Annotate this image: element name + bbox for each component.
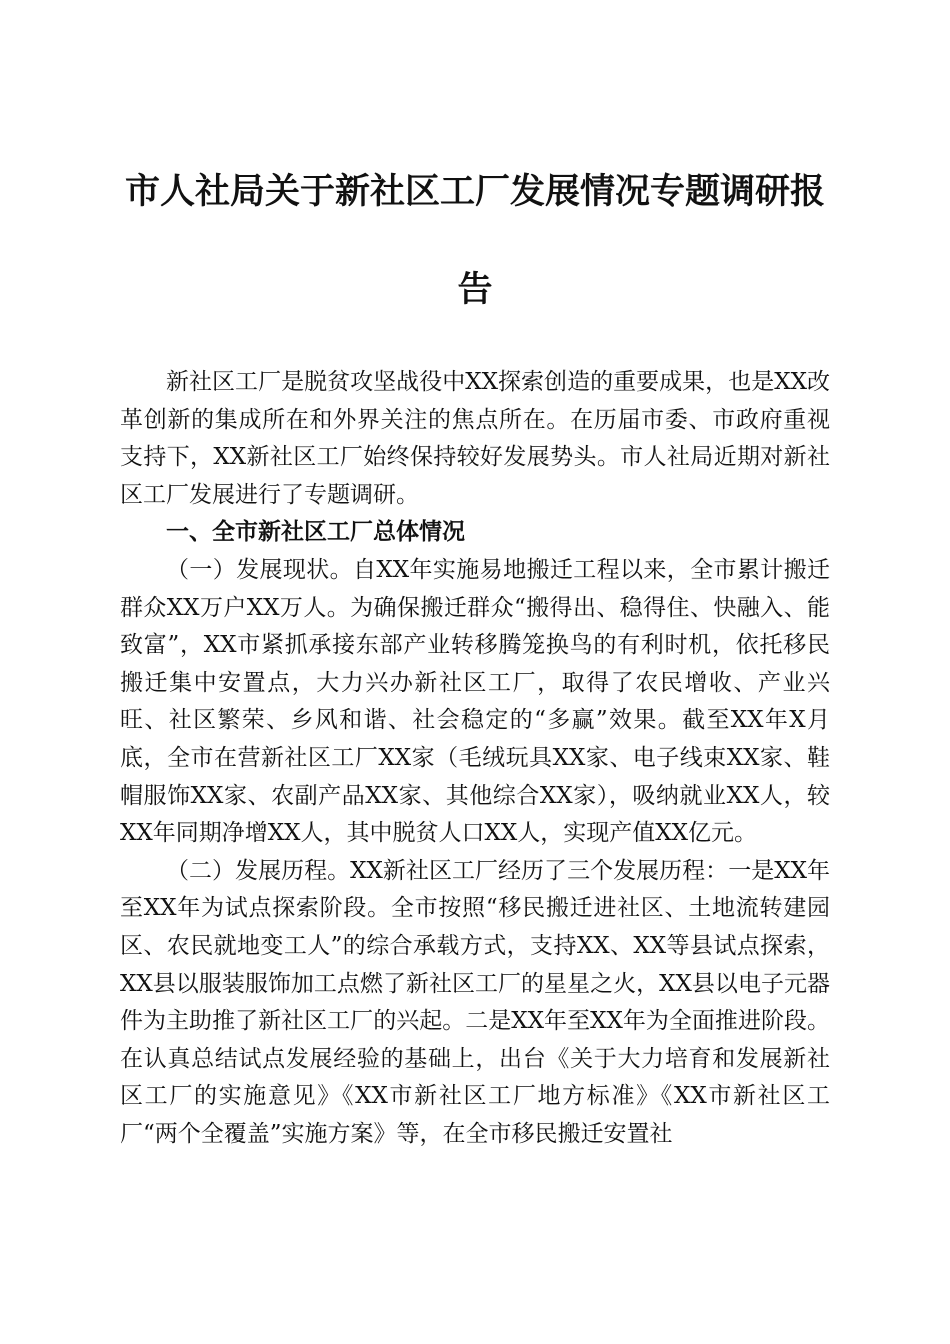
intro-paragraph: 新社区工厂是脱贫攻坚战役中XX探索创造的重要成果，也是XX改革创新的集成所在和外界关注的焦点所在。在历届市委、市政府重视支持下，XX新社区工厂始终保持较好发展势头。市人社局近期对新社区工厂发展进行了专题调研。 <box>120 369 830 508</box>
section-heading: 一、全市新社区工厂总体情况 <box>166 519 465 546</box>
document-title-line-1: 市人社局关于新社区工厂发展情况专题调研报 <box>124 171 825 212</box>
development-history-paragraph: （二）发展历程。XX新社区工厂经历了三个发展历程：一是XX年至XX年为试点探索阶段。全市按照“移民搬迁进社区、土地流转建园区、农民就地变工人”的综合承载方式，支持XX、XX等县试点探索，XX县以服装服饰加工点燃了新社区工厂的星星之火，XX县以电子元器件为主助推了新社区工厂的兴起。二是XX年至XX年为全面推进阶段。在认真总结试点发展经验的基础上，出台《关于大力培育和发展新社区工厂的实施意见》《XX市新社区工厂地方标准》《XX市新社区工厂“两个全覆盖”实施方案》等，在全市移民搬迁安置社 <box>120 857 830 1147</box>
development-status-paragraph: （一）发展现状。自XX年实施易地搬迁工程以来，全市累计搬迁群众XX万户XX万人。为确保搬迁群众“搬得出、稳得住、快融入、能致富”，XX市紧抓承接东部产业转移腾笼换鸟的有利时机，依托移民搬迁集中安置点，大力兴办新社区工厂，取得了农民增收、产业兴旺、社区繁荣、乡风和谐、社会稳定的“多赢”效果。截至XX年X月底，全市在营新社区工厂XX家（毛绒玩具XX家、电子线束XX家、鞋帽服饰XX家、农副产品XX家、其他综合XX家），吸纳就业XX人，较XX年同期净增XX人，其中脱贫人口XX人，实现产值XX亿元。 <box>120 556 830 847</box>
document-body <box>120 364 830 1153</box>
document-title-line-2: 告 <box>457 269 493 310</box>
